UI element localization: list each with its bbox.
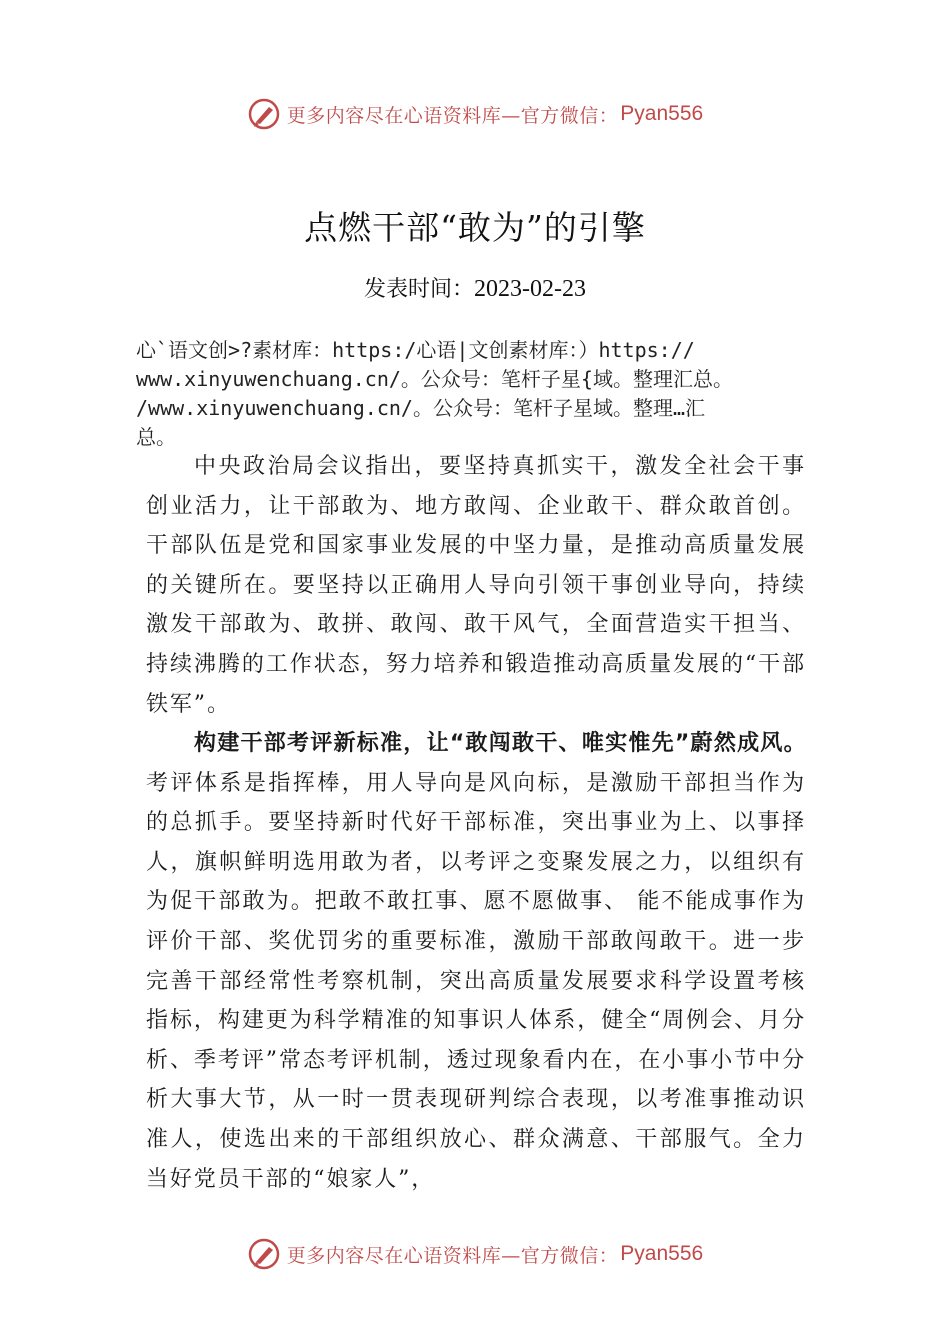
paragraph-1: [146, 447, 806, 724]
banner-text: 更多内容尽在心语资料库—官方微信：: [286, 104, 619, 127]
banner-wechat-id: Pyan556: [620, 1242, 704, 1265]
date-value: 2023-02-23: [474, 276, 586, 302]
paragraph-text: [146, 724, 806, 1199]
watermark-line: 心`语文创>?素材库：https:/心语|文创素材库：）https://: [136, 338, 695, 362]
watermark-line: /www.xinyuwenchuang.cn/。公众号：笔杆子星域。整理…汇: [136, 396, 705, 420]
paragraph-lead: 构建干部考评新标准，让“敢闯敢干、唯实惟先”蔚然成风。: [194, 731, 806, 756]
pen-logo-icon: [247, 97, 281, 131]
watermark-text: [136, 336, 826, 452]
date-label: 发表时间：: [364, 277, 475, 302]
paragraph-text: 中央政治局会议指出，要坚持真抓实干，激发全社会干事创业活力，让干部敢为、地方敢闯、企业敢干、群众敢首创。干部队伍是党和国家事业发展的中坚力量，是推动高质量发展的关键所在。要坚持以正确用人导向引领干事创业导向，持续激发干部敢为、敢拼、敢闯、敢干风气，全面营造实干担当、持续沸腾的工作状态，努力培养和锻造推动高质量发展的“干部铁军”。: [146, 454, 806, 717]
paragraph-2: [146, 724, 806, 1199]
pen-logo-icon: [247, 1237, 281, 1271]
watermark-line: 总。: [136, 425, 176, 449]
banner-text: 更多内容尽在心语资料库—官方微信：: [286, 1244, 619, 1267]
header-banner: [0, 94, 950, 134]
footer-banner: [0, 1234, 950, 1274]
banner-wechat-id: Pyan556: [620, 102, 704, 125]
watermark-line: www.xinyuwenchuang.cn/。公众号：笔杆子星{域。整理汇总。: [136, 367, 733, 391]
publish-date: [0, 272, 950, 303]
document-title: 点燃干部“敢为”的引擎: [304, 208, 646, 247]
paragraph-body: 考评体系是指挥棒，用人导向是风向标，是激励干部担当作为的总抓手。要坚持新时代好干部标准，突出事业为上、以事择人，旗帜鲜明选用敢为者，以考评之变聚发展之力，以组织有为促干部敢为。把敢不敢扛事、愿不愿做事、 能不能成事作为评价干部、奖优罚劣的重要标准，激励干部敢闯敢干。进一步完善干部经常性考察机制，突出高质量发展要求科学设置考核指标，构建更为科学精准的知事识人体系，健全“周例会、月分析、季考评”常态考评机制，透过现象看内在，在小事小节中分析大事大节，从一时一贯表现研判综合表现，以考准事推动识准人，使选出来的干部组织放心、群众满意、干部服气。全力当好党员干部的“娘家人”，: [146, 770, 806, 1192]
